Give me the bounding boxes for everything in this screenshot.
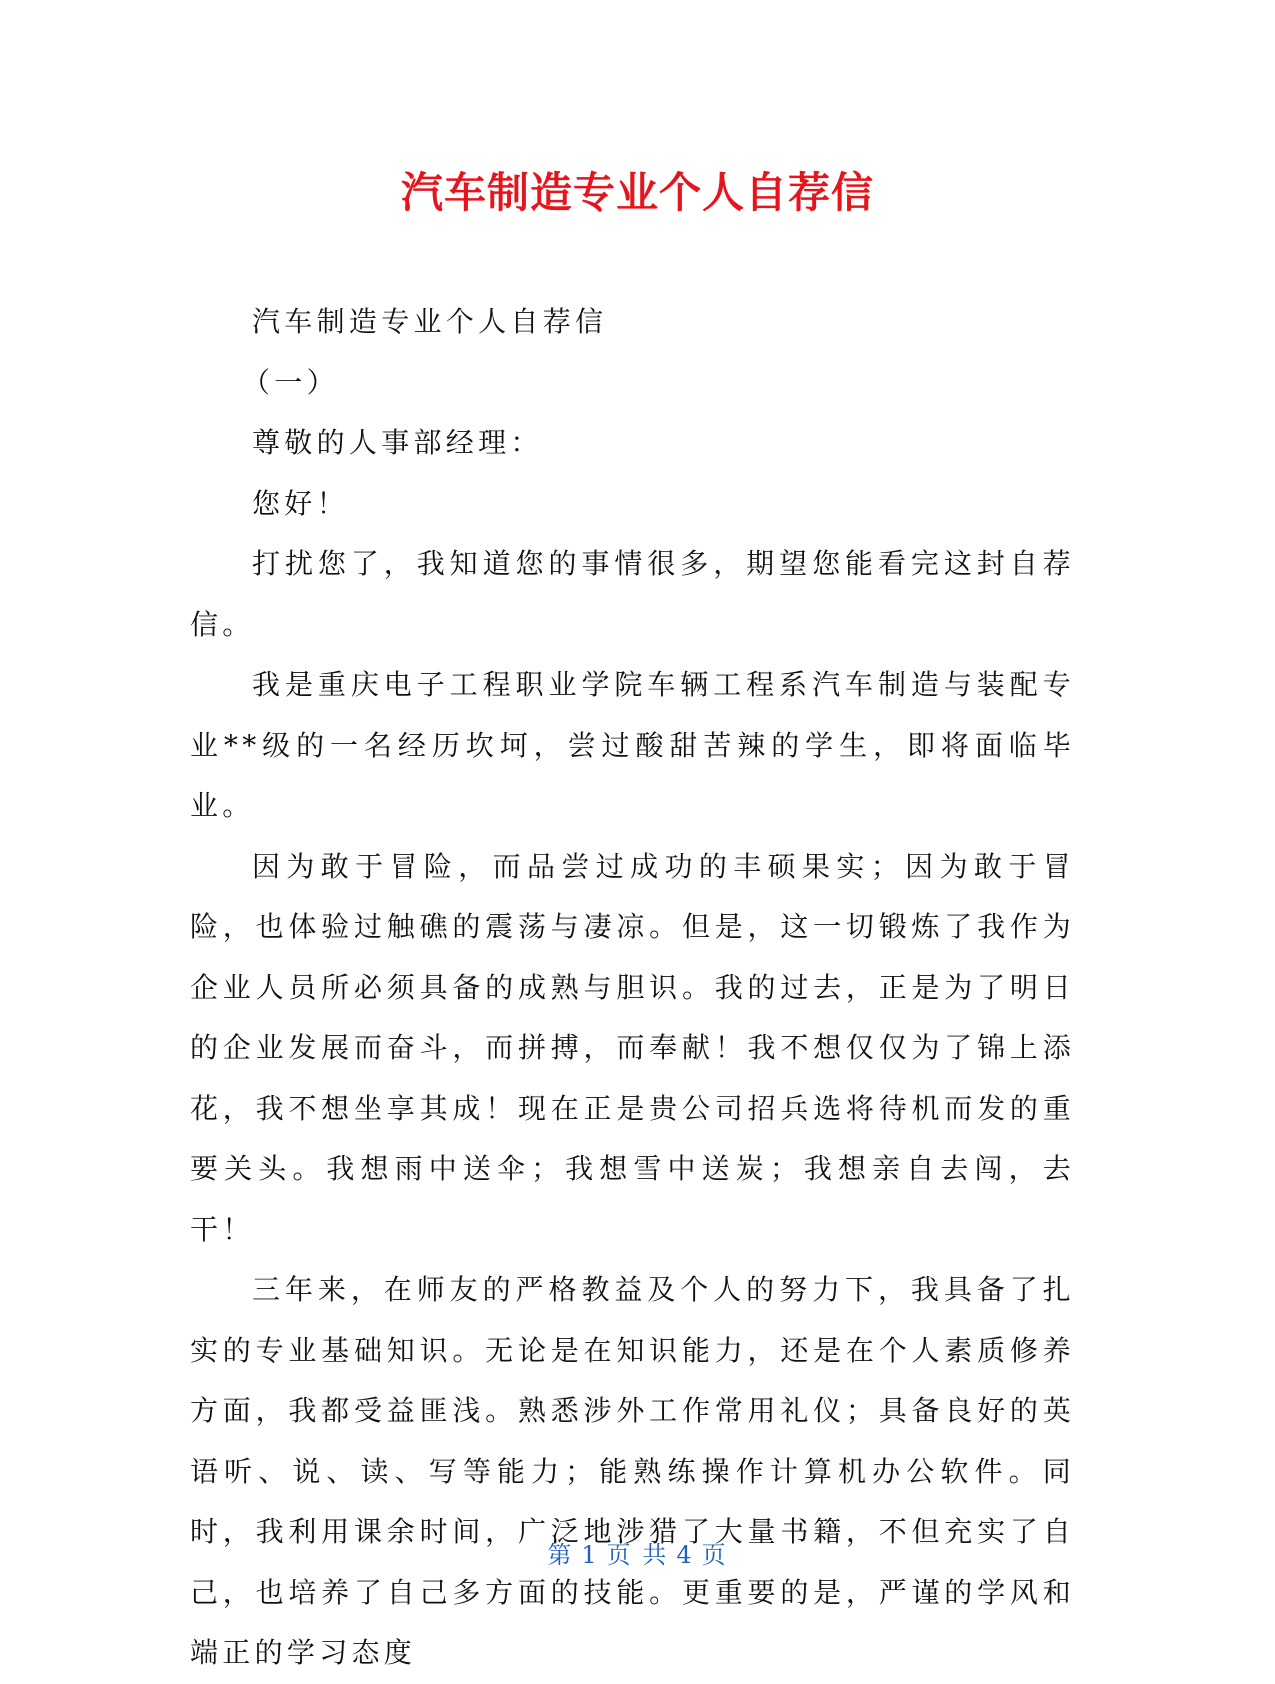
footer-prefix: 第 — [547, 1541, 574, 1569]
greeting: 您好！ — [252, 486, 349, 520]
paragraph-background: 我是重庆电子工程职业学院车辆工程系汽车制造与装配专业**级的一名经历坎坷，尝过酸甜苦辣的学生，即将面临毕业。 — [190, 668, 1075, 822]
paragraph-intro: 打扰您了，我知道您的事情很多，期望您能看完这封自荐信。 — [190, 547, 1075, 641]
section-marker: （一） — [242, 365, 339, 399]
document-title: 汽车制造专业个人自荐信 — [400, 168, 874, 217]
footer-suffix: 页 — [701, 1541, 728, 1569]
footer-total-pages: 4 — [676, 1541, 694, 1569]
subtitle-line: 汽车制造专业个人自荐信 — [252, 305, 608, 338]
salutation: 尊敬的人事部经理： — [252, 426, 543, 459]
footer-page-number: 1 — [581, 1541, 599, 1569]
document-body — [190, 292, 1075, 1684]
footer-middle: 页 共 — [606, 1541, 669, 1569]
page-footer — [0, 1535, 1275, 1570]
paragraph-skills: 三年来，在师友的严格教益及个人的努力下，我具备了扎实的专业基础知识。无论是在知识能力，还是在个人素质修养方面，我都受益匪浅。熟悉涉外工作常用礼仪；具备良好的英语听、说、读、写等能力；能熟练操作计算机办公软件。同时，我利用课余时间，广泛地涉猎了大量书籍，不但充实了自己，也培养了自己多方面的技能。更重要的是，严谨的学风和端正的学习态度 — [190, 1273, 1075, 1669]
paragraph-motivation: 因为敢于冒险，而品尝过成功的丰硕果实；因为敢于冒险，也体验过触礁的震荡与凄凉。但是，这一切锻炼了我作为企业人员所必须具备的成熟与胆识。我的过去，正是为了明日的企业发展而奋斗，而拼搏，而奉献！我不想仅仅为了锦上添花，我不想坐享其成！现在正是贵公司招兵选将待机而发的重要关头。我想雨中送伞；我想雪中送炭；我想亲自去闯，去干！ — [190, 849, 1075, 1246]
